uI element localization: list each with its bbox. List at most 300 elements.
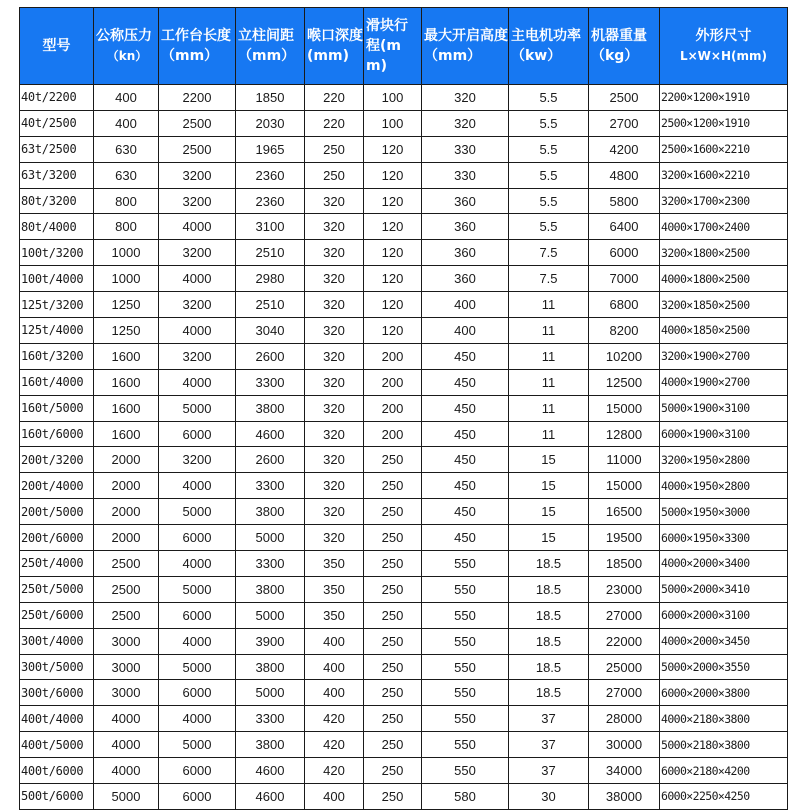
table-row (20, 758, 788, 784)
cell-model: 300t/4000 (20, 628, 94, 654)
cell-model: 200t/4000 (20, 473, 94, 499)
cell-max-opening: 450 (422, 421, 509, 447)
cell-table-length: 3200 (159, 447, 236, 473)
column-header-label: 滑块行程(mm) (366, 18, 408, 74)
cell-stroke: 120 (364, 136, 422, 162)
cell-throat-depth: 250 (305, 162, 364, 188)
cell-dimensions: 3200×1900×2700 (660, 343, 788, 369)
cell-weight: 15000 (589, 473, 660, 499)
cell-stroke: 120 (364, 292, 422, 318)
cell-model: 250t/6000 (20, 602, 94, 628)
cell-column-distance: 3800 (236, 499, 305, 525)
cell-max-opening: 330 (422, 136, 509, 162)
cell-force: 1600 (94, 343, 159, 369)
cell-stroke: 120 (364, 214, 422, 240)
table-row (20, 628, 788, 654)
cell-column-distance: 2360 (236, 162, 305, 188)
cell-weight: 23000 (589, 576, 660, 602)
cell-model: 80t/4000 (20, 214, 94, 240)
cell-column-distance: 3300 (236, 473, 305, 499)
cell-column-distance: 4600 (236, 421, 305, 447)
cell-table-length: 4000 (159, 706, 236, 732)
cell-model: 500t/6000 (20, 784, 94, 810)
cell-weight: 6800 (589, 292, 660, 318)
cell-force: 3000 (94, 680, 159, 706)
column-header-motor-power (509, 8, 589, 85)
cell-column-distance: 3300 (236, 706, 305, 732)
cell-max-opening: 360 (422, 266, 509, 292)
cell-dimensions: 4000×1950×2800 (660, 473, 788, 499)
cell-weight: 2700 (589, 110, 660, 136)
cell-weight: 12800 (589, 421, 660, 447)
cell-table-length: 5000 (159, 654, 236, 680)
cell-motor-power: 5.5 (509, 110, 589, 136)
column-header-label: 公称压力 (96, 28, 152, 44)
table-row (20, 85, 788, 111)
cell-weight: 5800 (589, 188, 660, 214)
cell-dimensions: 5000×2180×3800 (660, 732, 788, 758)
cell-throat-depth: 400 (305, 654, 364, 680)
cell-force: 1600 (94, 421, 159, 447)
table-row (20, 499, 788, 525)
cell-model: 400t/6000 (20, 758, 94, 784)
cell-table-length: 3200 (159, 162, 236, 188)
cell-throat-depth: 320 (305, 240, 364, 266)
cell-throat-depth: 350 (305, 551, 364, 577)
cell-max-opening: 550 (422, 706, 509, 732)
cell-weight: 2500 (589, 85, 660, 111)
cell-stroke: 200 (364, 421, 422, 447)
cell-dimensions: 6000×2180×4200 (660, 758, 788, 784)
cell-dimensions: 4000×1800×2500 (660, 266, 788, 292)
cell-dimensions: 3200×1700×2300 (660, 188, 788, 214)
cell-model: 300t/5000 (20, 654, 94, 680)
cell-weight: 28000 (589, 706, 660, 732)
cell-model: 160t/3200 (20, 343, 94, 369)
cell-weight: 4200 (589, 136, 660, 162)
cell-force: 2000 (94, 447, 159, 473)
cell-weight: 30000 (589, 732, 660, 758)
table-row (20, 473, 788, 499)
cell-max-opening: 450 (422, 343, 509, 369)
cell-force: 2000 (94, 499, 159, 525)
cell-max-opening: 450 (422, 369, 509, 395)
cell-column-distance: 3300 (236, 369, 305, 395)
cell-table-length: 5000 (159, 576, 236, 602)
cell-motor-power: 11 (509, 292, 589, 318)
cell-stroke: 120 (364, 188, 422, 214)
cell-weight: 6000 (589, 240, 660, 266)
cell-weight: 38000 (589, 784, 660, 810)
cell-stroke: 250 (364, 602, 422, 628)
cell-table-length: 4000 (159, 551, 236, 577)
cell-throat-depth: 350 (305, 602, 364, 628)
cell-model: 160t/4000 (20, 369, 94, 395)
cell-max-opening: 450 (422, 395, 509, 421)
cell-weight: 34000 (589, 758, 660, 784)
cell-force: 5000 (94, 784, 159, 810)
table-row (20, 706, 788, 732)
cell-table-length: 4000 (159, 369, 236, 395)
cell-throat-depth: 320 (305, 188, 364, 214)
cell-stroke: 250 (364, 732, 422, 758)
cell-model: 125t/4000 (20, 318, 94, 344)
cell-force: 4000 (94, 732, 159, 758)
cell-max-opening: 550 (422, 654, 509, 680)
cell-motor-power: 18.5 (509, 628, 589, 654)
cell-throat-depth: 320 (305, 525, 364, 551)
cell-max-opening: 550 (422, 680, 509, 706)
cell-model: 300t/6000 (20, 680, 94, 706)
cell-dimensions: 6000×2000×3100 (660, 602, 788, 628)
cell-motor-power: 11 (509, 343, 589, 369)
column-header-label: 机器重量（kg） (591, 28, 647, 64)
cell-dimensions: 4000×1850×2500 (660, 318, 788, 344)
cell-weight: 27000 (589, 680, 660, 706)
column-header-label: 外形尺寸 (695, 28, 752, 44)
cell-table-length: 6000 (159, 525, 236, 551)
cell-throat-depth: 420 (305, 758, 364, 784)
cell-model: 200t/3200 (20, 447, 94, 473)
table-row (20, 395, 788, 421)
cell-force: 2000 (94, 473, 159, 499)
cell-table-length: 6000 (159, 784, 236, 810)
cell-max-opening: 550 (422, 732, 509, 758)
cell-column-distance: 5000 (236, 680, 305, 706)
cell-column-distance: 3900 (236, 628, 305, 654)
cell-column-distance: 2600 (236, 343, 305, 369)
cell-max-opening: 580 (422, 784, 509, 810)
column-header-column-distance (236, 8, 305, 85)
cell-dimensions: 5000×1950×3000 (660, 499, 788, 525)
cell-force: 800 (94, 188, 159, 214)
column-header-model (20, 8, 94, 85)
cell-force: 3000 (94, 654, 159, 680)
cell-throat-depth: 400 (305, 784, 364, 810)
cell-throat-depth: 400 (305, 628, 364, 654)
cell-table-length: 2500 (159, 136, 236, 162)
table-row (20, 240, 788, 266)
cell-table-length: 5000 (159, 732, 236, 758)
cell-max-opening: 360 (422, 188, 509, 214)
cell-model: 250t/5000 (20, 576, 94, 602)
cell-force: 1000 (94, 266, 159, 292)
cell-stroke: 250 (364, 654, 422, 680)
cell-force: 4000 (94, 758, 159, 784)
cell-weight: 22000 (589, 628, 660, 654)
cell-table-length: 6000 (159, 680, 236, 706)
cell-dimensions: 4000×2000×3450 (660, 628, 788, 654)
table-row (20, 292, 788, 318)
cell-model: 400t/4000 (20, 706, 94, 732)
cell-motor-power: 18.5 (509, 602, 589, 628)
cell-column-distance: 2030 (236, 110, 305, 136)
cell-throat-depth: 320 (305, 395, 364, 421)
cell-motor-power: 11 (509, 421, 589, 447)
cell-max-opening: 450 (422, 447, 509, 473)
cell-motor-power: 18.5 (509, 654, 589, 680)
cell-weight: 10200 (589, 343, 660, 369)
cell-column-distance: 3040 (236, 318, 305, 344)
cell-table-length: 6000 (159, 758, 236, 784)
cell-max-opening: 550 (422, 551, 509, 577)
table-row (20, 214, 788, 240)
cell-throat-depth: 320 (305, 214, 364, 240)
cell-motor-power: 11 (509, 318, 589, 344)
table-row (20, 318, 788, 344)
cell-dimensions: 3200×1850×2500 (660, 292, 788, 318)
table-row (20, 136, 788, 162)
cell-force: 2500 (94, 551, 159, 577)
cell-throat-depth: 320 (305, 447, 364, 473)
cell-model: 40t/2500 (20, 110, 94, 136)
cell-max-opening: 320 (422, 110, 509, 136)
cell-weight: 25000 (589, 654, 660, 680)
cell-max-opening: 550 (422, 576, 509, 602)
table-row (20, 732, 788, 758)
cell-motor-power: 18.5 (509, 551, 589, 577)
column-header-max-opening (422, 8, 509, 85)
cell-max-opening: 450 (422, 473, 509, 499)
cell-throat-depth: 350 (305, 576, 364, 602)
cell-table-length: 4000 (159, 266, 236, 292)
cell-motor-power: 30 (509, 784, 589, 810)
cell-dimensions: 5000×2000×3550 (660, 654, 788, 680)
cell-table-length: 3200 (159, 343, 236, 369)
cell-throat-depth: 220 (305, 85, 364, 111)
cell-force: 1600 (94, 369, 159, 395)
cell-table-length: 3200 (159, 292, 236, 318)
cell-model: 400t/5000 (20, 732, 94, 758)
cell-max-opening: 550 (422, 758, 509, 784)
cell-model: 125t/3200 (20, 292, 94, 318)
cell-weight: 6400 (589, 214, 660, 240)
cell-stroke: 200 (364, 395, 422, 421)
cell-stroke: 120 (364, 240, 422, 266)
cell-weight: 27000 (589, 602, 660, 628)
cell-motor-power: 15 (509, 525, 589, 551)
cell-dimensions: 2500×1200×1910 (660, 110, 788, 136)
cell-column-distance: 2360 (236, 188, 305, 214)
cell-model: 200t/5000 (20, 499, 94, 525)
cell-motor-power: 15 (509, 473, 589, 499)
cell-model: 200t/6000 (20, 525, 94, 551)
cell-dimensions: 3200×1800×2500 (660, 240, 788, 266)
column-header-label: 型号 (42, 38, 71, 54)
cell-dimensions: 5000×1900×3100 (660, 395, 788, 421)
cell-max-opening: 450 (422, 525, 509, 551)
cell-throat-depth: 420 (305, 706, 364, 732)
table-row (20, 421, 788, 447)
table-row (20, 162, 788, 188)
column-header-dimensions (660, 8, 788, 85)
cell-table-length: 6000 (159, 421, 236, 447)
cell-motor-power: 5.5 (509, 188, 589, 214)
cell-force: 400 (94, 110, 159, 136)
table-row (20, 188, 788, 214)
table-row (20, 447, 788, 473)
cell-max-opening: 360 (422, 240, 509, 266)
column-header-unit: （kn） (106, 49, 148, 63)
cell-throat-depth: 320 (305, 343, 364, 369)
cell-motor-power: 18.5 (509, 576, 589, 602)
table-row (20, 784, 788, 810)
cell-model: 63t/2500 (20, 136, 94, 162)
cell-force: 800 (94, 214, 159, 240)
table-row (20, 343, 788, 369)
column-header-label: 喉口深度(mm) (307, 28, 363, 64)
press-brake-spec-table (19, 7, 788, 810)
cell-dimensions: 6000×2000×3800 (660, 680, 788, 706)
cell-max-opening: 360 (422, 214, 509, 240)
cell-max-opening: 320 (422, 85, 509, 111)
cell-dimensions: 6000×1950×3300 (660, 525, 788, 551)
cell-model: 63t/3200 (20, 162, 94, 188)
cell-dimensions: 4000×2000×3400 (660, 551, 788, 577)
cell-stroke: 250 (364, 473, 422, 499)
cell-throat-depth: 320 (305, 318, 364, 344)
cell-model: 40t/2200 (20, 85, 94, 111)
cell-column-distance: 5000 (236, 602, 305, 628)
cell-throat-depth: 320 (305, 292, 364, 318)
cell-column-distance: 3800 (236, 576, 305, 602)
column-header-label: 立柱间距（mm） (238, 28, 296, 64)
cell-stroke: 200 (364, 343, 422, 369)
cell-motor-power: 7.5 (509, 240, 589, 266)
cell-table-length: 3200 (159, 188, 236, 214)
column-header-throat-depth (305, 8, 364, 85)
cell-motor-power: 11 (509, 369, 589, 395)
cell-dimensions: 2500×1600×2210 (660, 136, 788, 162)
cell-max-opening: 400 (422, 318, 509, 344)
cell-motor-power: 11 (509, 395, 589, 421)
cell-force: 630 (94, 136, 159, 162)
cell-model: 160t/6000 (20, 421, 94, 447)
table-row (20, 654, 788, 680)
cell-throat-depth: 320 (305, 499, 364, 525)
cell-motor-power: 37 (509, 758, 589, 784)
cell-model: 100t/4000 (20, 266, 94, 292)
cell-weight: 8200 (589, 318, 660, 344)
cell-stroke: 250 (364, 499, 422, 525)
cell-force: 3000 (94, 628, 159, 654)
cell-throat-depth: 250 (305, 136, 364, 162)
column-header-label: 工作台长度（mm） (161, 28, 231, 64)
cell-stroke: 120 (364, 162, 422, 188)
cell-throat-depth: 320 (305, 473, 364, 499)
cell-force: 1000 (94, 240, 159, 266)
cell-dimensions: 3200×1950×2800 (660, 447, 788, 473)
cell-weight: 18500 (589, 551, 660, 577)
cell-table-length: 4000 (159, 214, 236, 240)
cell-column-distance: 4600 (236, 758, 305, 784)
column-header-stroke (364, 8, 422, 85)
cell-stroke: 250 (364, 576, 422, 602)
cell-weight: 7000 (589, 266, 660, 292)
cell-motor-power: 15 (509, 499, 589, 525)
cell-weight: 4800 (589, 162, 660, 188)
cell-dimensions: 4000×1900×2700 (660, 369, 788, 395)
cell-force: 2500 (94, 576, 159, 602)
cell-force: 4000 (94, 706, 159, 732)
cell-throat-depth: 320 (305, 369, 364, 395)
cell-stroke: 250 (364, 680, 422, 706)
cell-table-length: 2500 (159, 110, 236, 136)
cell-max-opening: 550 (422, 602, 509, 628)
cell-model: 160t/5000 (20, 395, 94, 421)
cell-stroke: 250 (364, 784, 422, 810)
cell-dimensions: 6000×2250×4250 (660, 784, 788, 810)
table-body (20, 85, 788, 810)
table-row (20, 576, 788, 602)
column-header-label: 主电机功率（kw） (511, 28, 581, 64)
cell-column-distance: 2980 (236, 266, 305, 292)
cell-table-length: 5000 (159, 395, 236, 421)
cell-stroke: 100 (364, 85, 422, 111)
column-header-label: 最大开启高度（mm） (424, 28, 508, 64)
table-row (20, 680, 788, 706)
cell-max-opening: 550 (422, 628, 509, 654)
cell-column-distance: 2600 (236, 447, 305, 473)
cell-motor-power: 37 (509, 732, 589, 758)
cell-stroke: 250 (364, 551, 422, 577)
column-header-force (94, 8, 159, 85)
cell-force: 630 (94, 162, 159, 188)
cell-column-distance: 3800 (236, 732, 305, 758)
cell-column-distance: 2510 (236, 292, 305, 318)
cell-dimensions: 4000×2180×3800 (660, 706, 788, 732)
table-row (20, 110, 788, 136)
cell-motor-power: 5.5 (509, 136, 589, 162)
cell-motor-power: 15 (509, 447, 589, 473)
cell-force: 1250 (94, 318, 159, 344)
cell-motor-power: 18.5 (509, 680, 589, 706)
column-header-unit: L×W×H(mm) (679, 49, 767, 63)
table-row (20, 602, 788, 628)
cell-weight: 16500 (589, 499, 660, 525)
cell-model: 250t/4000 (20, 551, 94, 577)
cell-table-length: 6000 (159, 602, 236, 628)
cell-column-distance: 3800 (236, 654, 305, 680)
cell-stroke: 100 (364, 110, 422, 136)
cell-stroke: 250 (364, 628, 422, 654)
cell-stroke: 250 (364, 706, 422, 732)
cell-column-distance: 1965 (236, 136, 305, 162)
column-header-table-length (159, 8, 236, 85)
cell-table-length: 4000 (159, 473, 236, 499)
cell-stroke: 200 (364, 369, 422, 395)
table-header-row (20, 8, 788, 85)
cell-max-opening: 450 (422, 499, 509, 525)
cell-table-length: 4000 (159, 628, 236, 654)
cell-max-opening: 400 (422, 292, 509, 318)
cell-weight: 11000 (589, 447, 660, 473)
cell-motor-power: 5.5 (509, 214, 589, 240)
cell-dimensions: 2200×1200×1910 (660, 85, 788, 111)
table-row (20, 266, 788, 292)
table-row (20, 551, 788, 577)
cell-dimensions: 3200×1600×2210 (660, 162, 788, 188)
cell-stroke: 250 (364, 758, 422, 784)
cell-throat-depth: 320 (305, 421, 364, 447)
cell-max-opening: 330 (422, 162, 509, 188)
cell-motor-power: 5.5 (509, 162, 589, 188)
column-header-weight (589, 8, 660, 85)
cell-stroke: 120 (364, 318, 422, 344)
cell-column-distance: 5000 (236, 525, 305, 551)
cell-throat-depth: 320 (305, 266, 364, 292)
cell-table-length: 5000 (159, 499, 236, 525)
